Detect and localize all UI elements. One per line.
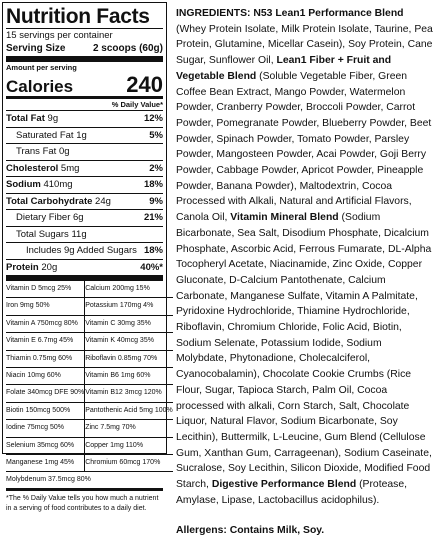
calories-row: [6, 73, 163, 96]
vitamin-cell: Niacin 10mg 60%: [6, 368, 85, 385]
nutrient-row-saturated-fat: [6, 127, 163, 144]
nutrient-pct: 2%: [149, 163, 163, 174]
nutrient-pct: 5%: [149, 130, 163, 141]
ingredients-paragraph: [176, 6, 434, 509]
nutrient-row-protein: [6, 259, 163, 276]
nutrient-label: Protein: [6, 262, 39, 273]
ingredients-section: [176, 6, 434, 538]
nutrient-row-sodium: [6, 176, 163, 193]
ingredients-label: INGREDIENTS:: [176, 8, 250, 19]
divider-thick: [6, 56, 163, 62]
nutrient-amount: 5mg: [61, 163, 79, 174]
nutrient-row-total-fat: [6, 110, 163, 127]
nutrient-amount: 410mg: [43, 179, 72, 190]
nutrient-amount: 1g: [76, 130, 87, 141]
vitamin-cell: Vitamin D 5mcg 25%: [6, 281, 85, 298]
blend-contents: (Whey Protein Isolate, Milk Protein Isolate, Taurine, Pea Protein, Glutamine, Micellar Casein), Soy Protein, Cane Sugar, Sunflower Oil,: [176, 24, 433, 66]
nutrient-amount: 9g: [48, 113, 59, 124]
allergens-statement: Allergens: Contains Milk, Soy.: [176, 523, 434, 538]
nutrient-label: Sodium: [6, 179, 41, 190]
vitamin-cell: Riboflavin 0.85mg 70%: [85, 351, 173, 368]
vitamin-cell: Vitamin B6 1mg 60%: [85, 368, 173, 385]
vitamin-cell: Vitamin A 750mcg 80%: [6, 316, 85, 333]
serving-size-row: [6, 42, 163, 56]
vitamin-cell: Vitamin B12 3mcg 120%: [85, 385, 173, 402]
vitamin-cell: Iodine 75mcg 50%: [6, 420, 85, 437]
nutrient-row-total-carbohydrate: [6, 193, 163, 210]
nutrient-amount: 11g: [71, 229, 86, 240]
vitamin-cell: Selenium 35mcg 60%: [6, 438, 85, 455]
vitamin-cell: Iron 9mg 50%: [6, 298, 85, 315]
nutrient-pct: 40%*: [140, 262, 163, 273]
daily-value-header: % Daily Value*: [6, 99, 163, 110]
vitamin-cell: Vitamin E 6.7mg 45%: [6, 333, 85, 350]
nutrient-label: Trans Fat: [16, 146, 56, 157]
vitamin-cell: Vitamin K 40mcg 35%: [85, 333, 173, 350]
nutrient-row-added-sugars: [6, 242, 163, 259]
nutrient-pct: 21%: [144, 212, 163, 223]
serving-size-value: 2 scoops (60g): [93, 42, 163, 56]
servings-per-container: 15 servings per container: [6, 29, 163, 42]
blend-name: Digestive Performance Blend: [212, 479, 356, 490]
nutrient-row-cholesterol: [6, 160, 163, 177]
nutrient-label: Saturated Fat: [16, 130, 74, 141]
nutrient-amount: 6g: [73, 212, 84, 223]
nutrient-pct: 12%: [144, 113, 163, 124]
vitamin-cell: Manganese 1mg 45%: [6, 455, 85, 472]
blend-contents: (Protease, Amylase, Lipase, Lactobacillus acidophilus).: [176, 479, 407, 506]
nutrient-label: Cholesterol: [6, 163, 58, 174]
amount-per-serving: Amount per serving: [6, 63, 163, 73]
blend-name: N53 Lean1 Performance Blend: [253, 8, 403, 19]
vitamin-cell: Zinc 7.5mg 70%: [85, 420, 173, 437]
nutrient-label: Includes 9g Added Sugars: [26, 245, 137, 256]
nutrition-facts-title: Nutrition Facts: [6, 6, 163, 28]
vitamin-cell: Thiamin 0.75mg 60%: [6, 351, 85, 368]
nutrient-pct: 18%: [144, 179, 163, 190]
nutrient-pct: 9%: [149, 196, 163, 207]
vitamin-cell: Copper 1mg 110%: [85, 438, 173, 455]
vitamin-cell: Chromium 60mcg 170%: [85, 455, 173, 472]
serving-size-label: Serving Size: [6, 42, 65, 56]
vitamin-cell: Calcium 200mg 15%: [85, 281, 173, 298]
blend-name: Lean1 Fiber + Fruit and Vegetable Blend: [176, 55, 391, 82]
nutrient-label: Dietary Fiber: [16, 212, 70, 223]
nutrient-row-dietary-fiber: [6, 209, 163, 226]
calories-value: 240: [126, 73, 163, 96]
nutrient-amount: 0g: [59, 146, 70, 157]
vitamin-cell: Biotin 150mcg 500%: [6, 403, 85, 420]
daily-value-footnote: *The % Daily Value tells you how much a nutrient in a serving of food contributes to a daily diet.: [6, 494, 163, 513]
nutrient-row-trans-fat: [6, 143, 163, 160]
vitamin-cell: Vitamin C 30mg 35%: [85, 316, 173, 333]
vitamin-mineral-grid: [6, 281, 163, 472]
vitamin-cell: Potassium 170mg 4%: [85, 298, 173, 315]
calories-label: Calories: [6, 75, 73, 98]
divider-medium: [6, 488, 163, 491]
vitamin-cell-molybdenum: Molybdenum 37.5mcg 80%: [6, 472, 163, 488]
nutrient-label: Total Carbohydrate: [6, 196, 92, 207]
blend-name: Vitamin Mineral Blend: [230, 212, 338, 223]
blend-contents: (Soluble Vegetable Fiber, Green Coffee Bean Extract, Mango Powder, Watermelon Powder, Cranberry Powder, Broccoli Powder, Carrot Powder, Pomegranate Powder, Blueberry Powder, Beet Powder, Spinach Powder, Tomato Powder, Parsley Powder, Mangosteen Powder, Acai Powder, Goji Berry Powder, Cabbage Powder, Apricot Powder, Pineapple Powder, Banana Powder), Maltodextrin, Cocoa Processed with Alkali, Natural and Artificial Flavors, Canola Oil,: [176, 71, 431, 223]
vitamin-cell: Folate 340mcg DFE 90%: [6, 385, 85, 402]
nutrient-amount: 24g: [95, 196, 111, 207]
nutrient-label: Total Fat: [6, 113, 45, 124]
vitamin-cell: Pantothenic Acid 5mg 100%: [85, 403, 173, 420]
blend-contents: (Sodium Bicarbonate, Sea Salt, Disodium Phosphate, Dicalcium Phosphate, Ascorbic Acid, Ferrous Fumarate, DL-Alpha Tocopheryl Acetate, Niacinamide, Zinc Oxide, Copper Gluconate, D-Calcium Pantothenate, Calcium Carbonate, Manganese Sulfate, Vitamin A Palmitate, Pyridoxine Hydrochloride, Thiamine Hydrochloride, Riboflavin, Chromium Chloride, Folic Acid, Biotin, Sodium Selenate, Potassium Iodide, Sodium Molybdate, Phytonadione, Cholecalciferol, Cyanocobalamin), Chocolate Cookie Crumbs (Rice Flour, Sugar, Tapioca Starch, Palm Oil, Cocoa processed with alkali, Corn Starch, Salt, Chocolate Liquor, Natural Flavor, Sodium Bicarbonate, Soy Lecithin), Buttermilk, L-Leucine, Gum Blend (Cellulose Gum, Xanthan Gum, Carrageenan), Sodium Caseinate, Sucralose, Soy Lecithin, Silicon Dioxide, Modified Food Starch,: [176, 212, 432, 490]
nutrition-facts-panel: [2, 2, 167, 454]
nutrient-amount: 20g: [41, 262, 57, 273]
nutrient-pct: 18%: [144, 245, 163, 256]
nutrient-label: Total Sugars: [16, 229, 69, 240]
nutrient-row-total-sugars: [6, 226, 163, 243]
